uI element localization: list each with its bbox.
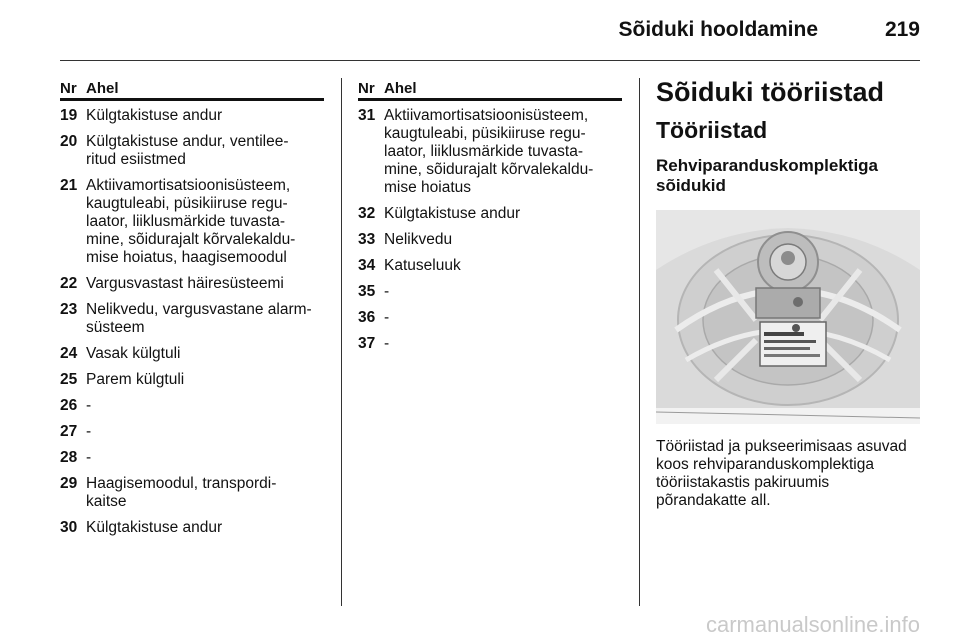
- circuit-description: -: [384, 309, 390, 326]
- table-row: [358, 335, 622, 353]
- circuit-description: Aktiivamortisatsioonisüsteem, kaugtuleabi, püsikiiruse regu- laator, liiklusmärkide tuvasta- mine, sõidurajalt kõrvalekaldu- mise hoiatus: [384, 107, 594, 196]
- fuse-number: 19: [60, 107, 78, 124]
- circuit-description: Vargusvastast häiresüsteemi: [86, 275, 284, 292]
- fuse-number: 22: [60, 275, 78, 292]
- tools-section: [656, 77, 924, 510]
- fuse-number: 24: [60, 345, 78, 362]
- table-row: [358, 231, 622, 249]
- fuse-number: 34: [358, 257, 376, 274]
- circuit-description: Aktiivamortisatsioonisüsteem, kaugtuleabi, püsikiiruse regu- laator, liiklusmärkide tuvasta- mine, sõidurajalt kõrvalekaldu- mise hoiatus, haagisemoodul: [86, 177, 296, 266]
- fuse-number: 35: [358, 283, 376, 300]
- table-row: [358, 283, 622, 301]
- circuit-description: Haagisemoodul, transpordi- kaitse: [86, 475, 277, 510]
- table-row: [60, 475, 324, 511]
- fuse-number: 28: [60, 449, 78, 466]
- fuse-number: 31: [358, 107, 376, 124]
- table-row: [60, 397, 324, 415]
- circuit-description: -: [86, 449, 92, 466]
- circuit-description: Külgtakistuse andur: [384, 205, 521, 222]
- col-circuit-header: Ahel: [86, 80, 119, 97]
- col-nr-header: Nr: [358, 80, 375, 97]
- circuit-description: -: [86, 397, 92, 414]
- fuse-number: 27: [60, 423, 78, 440]
- table-header: [358, 80, 622, 101]
- table-row: [60, 519, 324, 537]
- circuit-description: Nelikvedu: [384, 231, 453, 248]
- table-row: [358, 257, 622, 275]
- table-rows: [358, 107, 622, 353]
- circuit-description: Nelikvedu, vargusvastane alarm- süsteem: [86, 301, 312, 336]
- table-row: [60, 133, 324, 169]
- table-row: [60, 449, 324, 467]
- watermark: carmanualsonline.info: [705, 612, 920, 637]
- section-subheading: Tööriistad: [656, 117, 768, 143]
- tool-box-illustration: [656, 210, 920, 424]
- circuit-description: Külgtakistuse andur: [86, 107, 223, 124]
- table-row: [60, 275, 324, 293]
- fuse-number: 25: [60, 371, 78, 388]
- circuit-description: -: [86, 423, 92, 440]
- circuit-description: Katuseluuk: [384, 257, 461, 274]
- section-subsubheading: Rehviparanduskomplektiga sõidukid: [656, 156, 879, 195]
- circuit-description: Parem külgtuli: [86, 371, 185, 388]
- circuit-description: Külgtakistuse andur, ventilee- ritud esiistmed: [86, 133, 289, 168]
- table-row: [60, 107, 324, 125]
- col-circuit-header: Ahel: [384, 80, 417, 97]
- fuse-number: 20: [60, 133, 78, 150]
- circuit-description: -: [384, 335, 390, 352]
- header-rule: [60, 60, 920, 61]
- circuit-description: Külgtakistuse andur: [86, 519, 223, 536]
- table-row: [358, 205, 622, 223]
- fuse-number: 30: [60, 519, 78, 536]
- fuse-number: 29: [60, 475, 78, 492]
- fuse-number: 21: [60, 177, 78, 194]
- fuse-number: 33: [358, 231, 376, 248]
- fuse-table-right: [358, 80, 622, 361]
- column-divider-2: [639, 78, 640, 606]
- fuse-number: 32: [358, 205, 376, 222]
- table-row: [60, 345, 324, 363]
- circuit-description: Vasak külgtuli: [86, 345, 181, 362]
- col-nr-header: Nr: [60, 80, 77, 97]
- figure-caption: Tööriistad ja pukseerimisaas asuvad koos rehviparanduskomplektiga tööriistakastis pakiruumis põrandakatte all.: [656, 438, 907, 509]
- table-row: [60, 423, 324, 441]
- tool-box-illustration-svg: [656, 210, 920, 424]
- section-heading: Sõiduki tööriistad: [656, 77, 885, 107]
- table-header: [60, 80, 324, 101]
- fuse-number: 37: [358, 335, 376, 352]
- table-row: [60, 301, 324, 337]
- table-row: [358, 309, 622, 327]
- fuse-number: 23: [60, 301, 78, 318]
- table-rows: [60, 107, 324, 537]
- fuse-number: 26: [60, 397, 78, 414]
- table-row: [358, 107, 622, 197]
- fuse-number: 36: [358, 309, 376, 326]
- page-number: 219: [884, 18, 920, 41]
- circuit-description: -: [384, 283, 390, 300]
- table-row: [60, 371, 324, 389]
- table-row: [60, 177, 324, 267]
- column-divider-1: [341, 78, 342, 606]
- page-header-title: Sõiduki hooldamine: [618, 18, 818, 41]
- fuse-table-left: [60, 80, 324, 545]
